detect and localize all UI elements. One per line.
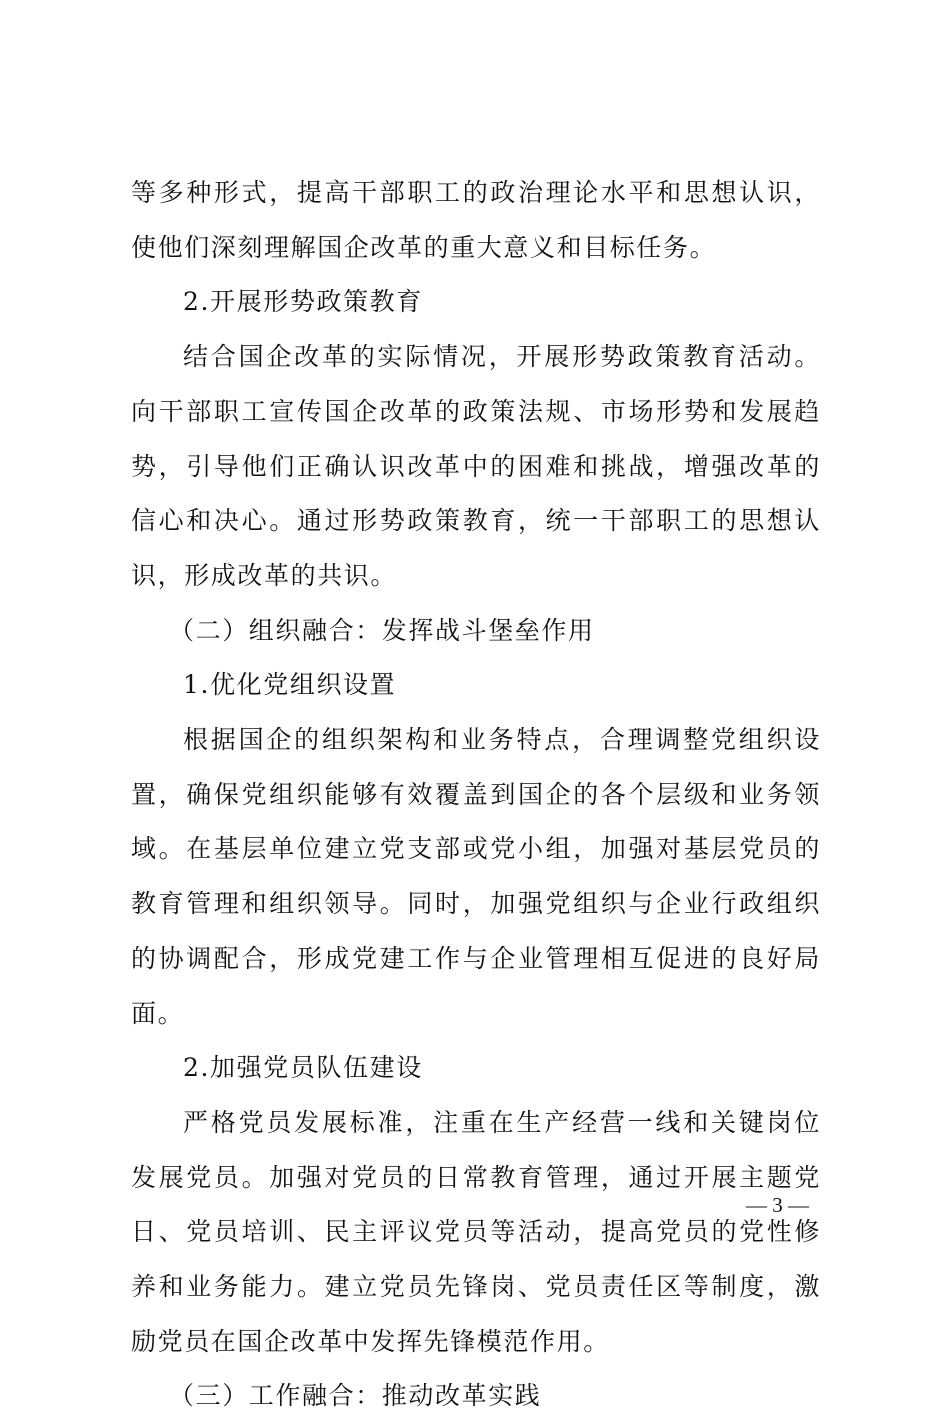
paragraph-continuation: 等多种形式，提高干部职工的政治理论水平和思想认识，使他们深刻理解国企改革的重大意义和目标任务。 xyxy=(131,178,821,262)
subheading-party-member-team: 2.加强党员队伍建设 xyxy=(183,1053,423,1083)
section-heading-work-integration: （三）工作融合：推动改革实践 xyxy=(169,1381,542,1411)
document-body xyxy=(131,166,821,1424)
subheading-optimize-party-organization: 1.优化党组织设置 xyxy=(183,670,397,700)
paragraph-situation-policy-education: 结合国企改革的实际情况，开展形势政策教育活动。向干部职工宣传国企改革的政策法规、市场形势和发展趋势，引导他们正确认识改革中的困难和挑战，增强改革的信心和决心。通过形势政策教育，统一干部职工的思想认识，形成改革的共识。 xyxy=(131,342,821,590)
page-number: — 3 — xyxy=(746,1193,809,1217)
section-heading-organization-integration: （二）组织融合：发挥战斗堡垒作用 xyxy=(169,615,595,645)
paragraph-party-member-team: 严格党员发展标准，注重在生产经营一线和关键岗位发展党员。加强对党员的日常教育管理，通过开展主题党日、党员培训、民主评议党员等活动，提高党员的党性修养和业务能力。建立党员先锋岗、党员责任区等制度，激励党员在国企改革中发挥先锋模范作用。 xyxy=(131,1107,821,1356)
paragraph-optimize-party-organization: 根据国企的组织架构和业务特点，合理调整党组织设置，确保党组织能够有效覆盖到国企的各个层级和业务领域。在基层单位建立党支部或党小组，加强对基层党员的教育管理和组织领导。同时，加强党组织与企业行政组织的协调配合，形成党建工作与企业管理相互促进的良好局面。 xyxy=(131,725,821,1028)
subheading-situation-policy-education: 2.开展形势政策教育 xyxy=(183,287,423,317)
